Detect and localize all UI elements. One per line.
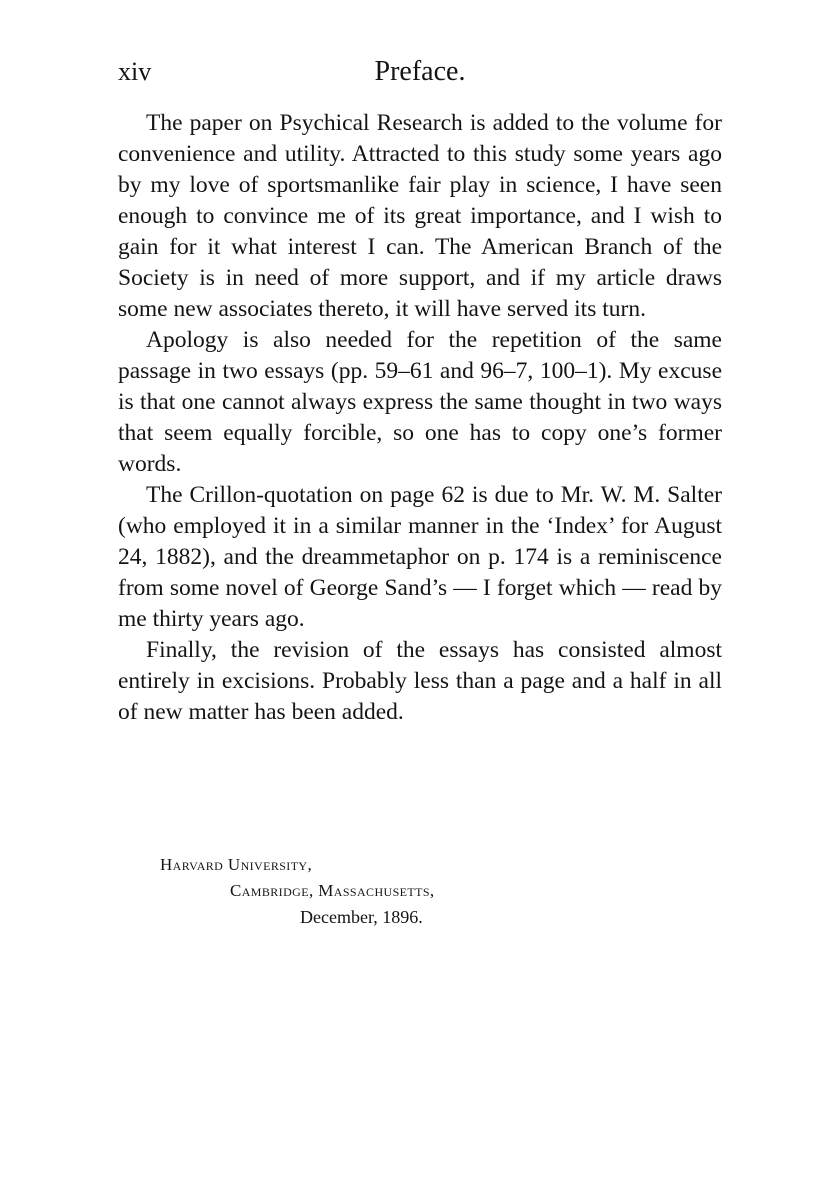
running-title: Preface. xyxy=(374,56,466,87)
signoff-date: December, 1896. xyxy=(300,907,423,927)
signoff-institution: Harvard University, xyxy=(160,855,313,874)
paragraph-revision: Finally, the revision of the essays has consisted almost entirely in excisions. Probably less than a page and a half in all of new matter has been added. xyxy=(118,637,722,725)
preface-body xyxy=(118,108,722,728)
page-number: xiv xyxy=(118,57,152,86)
paragraph-crillon-quotation: The Crillon-quotation on page 62 is due to Mr. W. M. Salter (who employed it in a similar manner in the ‘Index’ for August 24, 1882), and the dreammetaphor on p. 174 is a reminiscence from some novel of George Sand’s — I forget which — read by me thirty years ago. xyxy=(118,482,722,632)
signoff-location: Cambridge, Massachusetts, xyxy=(230,881,435,900)
paragraph-psychical-research: The paper on Psychical Research is added to the volume for convenience and utility. Attracted to this study some years ago by my love of sportsmanlike fair play in science, I have seen enough to convince me of its great importance, and I wish to gain for it what interest I can. The American Branch of the Society is in need of more support, and if my article draws some new associates thereto, it will have served its turn. xyxy=(118,110,722,322)
paragraph-apology: Apology is also needed for the repetition of the same passage in two essays (pp. 59–61 and 96–7, 100–1). My excuse is that one cannot always express the same thought in two ways that seem equally forcible, so one has to copy one’s former words. xyxy=(118,327,722,477)
page-header xyxy=(118,52,722,92)
